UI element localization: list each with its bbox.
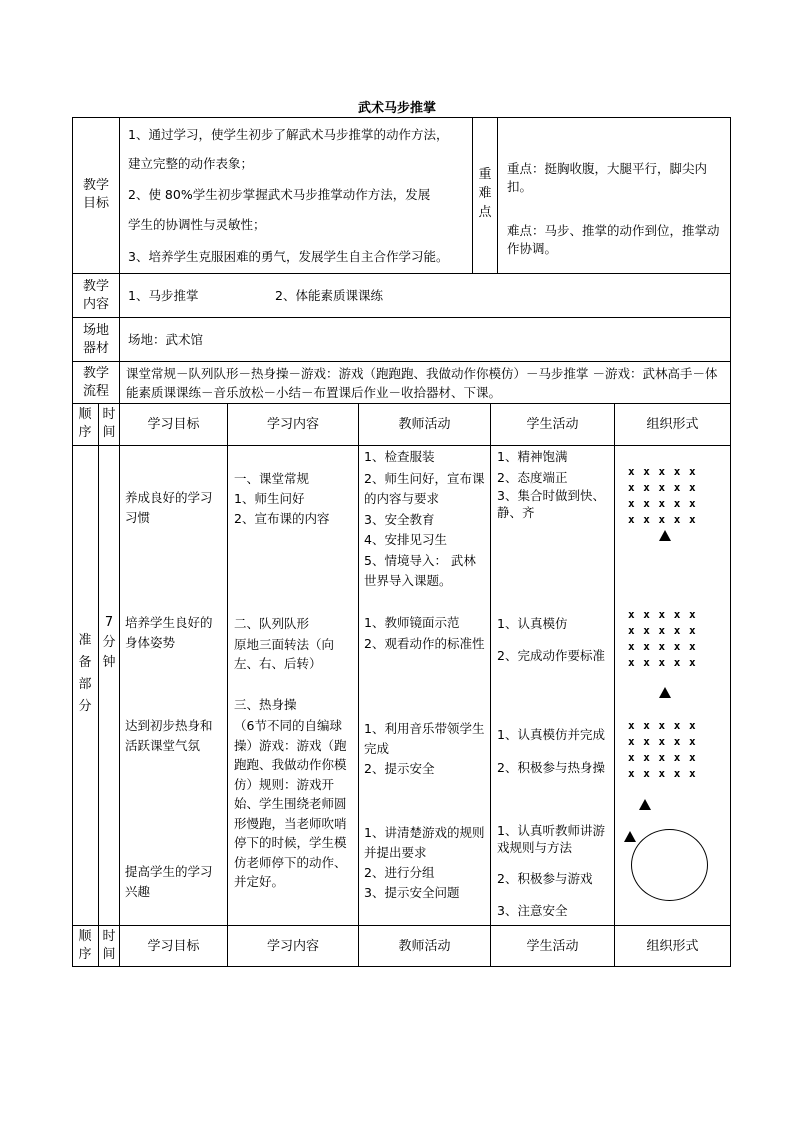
- header-teacher: 教师活动: [398, 939, 451, 954]
- formation-row: x x x x x: [628, 640, 697, 653]
- teacher-triangle-icon: [659, 530, 671, 541]
- formation-row: x x x x x: [628, 624, 697, 637]
- objective-line: 3、培养学生克服困难的勇气，发展学生自主合作学习能。: [128, 249, 449, 264]
- header-org: 组织形式: [646, 417, 699, 432]
- content-1-title: 一、课堂常规: [234, 471, 310, 486]
- formation-row: x x x x x: [628, 481, 697, 494]
- header-student: 学生活动: [526, 939, 579, 954]
- content-3-title: 三、热身操: [234, 697, 297, 712]
- teacher-4-line: 3、提示安全问题: [364, 885, 460, 900]
- header-time: 时间: [102, 929, 116, 962]
- student-1-line: 2、态度端正: [497, 470, 568, 485]
- student-4-line: 3、注意安全: [497, 903, 568, 918]
- header-order: 顺序: [78, 929, 92, 962]
- content-3-line: （6节不同的自编球操）游戏：游戏（跑跑跑、我做动作你模仿）规则：游戏开始、学生围绕老师圆形慢跑，当老师吹哨停下的时候，学生模仿老师停下的动作、并定好。: [234, 718, 347, 889]
- formation-row: x x x x x: [628, 767, 697, 780]
- cell-content-text: [119, 273, 731, 318]
- objectives-label: 教学目标: [82, 178, 109, 211]
- teacher-1-line: 3、安全教育: [364, 512, 435, 527]
- objective-line: 建立完整的动作表象；: [128, 156, 254, 171]
- goal-1: 养成良好的学习习惯: [125, 490, 213, 525]
- formation-row: x x x x x: [628, 751, 697, 764]
- teacher-3-line: 2、提示安全: [364, 761, 435, 776]
- circle-formation-icon: [631, 829, 708, 901]
- teacher-2-line: 1、教师镜面示范: [364, 615, 460, 630]
- content-1-line: 1、师生问好: [234, 491, 305, 506]
- student-2-line: 1、认真模仿: [497, 616, 568, 631]
- content-2-line: 原地三面转法（向左、右、后转）: [234, 637, 335, 671]
- header-content: 学习内容: [266, 417, 319, 432]
- header-org: 组织形式: [646, 939, 699, 954]
- objective-line: 2、使 80%学生初步掌握武术马步推掌动作方法，发展: [128, 187, 431, 202]
- content-1-line: 2、宣布课的内容: [234, 511, 330, 526]
- header-goal: 学习目标: [147, 939, 200, 954]
- teacher-4-line: 1、讲清楚游戏的规则并提出要求: [364, 825, 485, 860]
- content-2-title: 二、队列队形: [234, 616, 310, 631]
- teacher-4-line: 2、进行分组: [364, 865, 435, 880]
- student-2-line: 2、完成动作要标准: [497, 648, 605, 663]
- teacher-1-line: 4、安排见习生: [364, 532, 447, 547]
- formation-row: x x x x x: [628, 735, 697, 748]
- prep-time: 7分钟: [102, 615, 116, 670]
- student-4-line: 1、认真听教师讲游戏规则与方法: [497, 823, 605, 855]
- content-item-2: 2、体能素质课课练: [275, 288, 383, 303]
- goal-4: 提高学生的学习兴趣: [125, 864, 213, 899]
- teacher-1-line: 5、情境导入： 武林世界导入课题。: [364, 553, 476, 588]
- formation-row: x x x x x: [628, 465, 697, 478]
- header-goal: 学习目标: [147, 417, 200, 432]
- objective-line: 学生的协调性与灵敏性；: [128, 217, 266, 232]
- flow-text: 课堂常规－队列队形－热身操－游戏：游戏（跑跑跑、我做动作你模仿）－马步推掌 －游戏：武林高手－体能素质课课练－音乐放松－小结－布置课后作业－收拾器材、下课。: [126, 366, 718, 400]
- header-teacher: 教师活动: [398, 417, 451, 432]
- goal-2: 培养学生良好的身体姿势: [125, 615, 213, 650]
- key-point: 重点：挺胸收腹，大腿平行，脚尖内扣。: [507, 161, 708, 194]
- objective-line: 1、通过学习，使学生初步了解武术马步推掌的动作方法，: [128, 127, 449, 142]
- content-item-1: 1、马步推掌: [128, 288, 199, 303]
- student-1-line: 1、精神饱满: [497, 449, 568, 464]
- flow-label: 教学流程: [82, 366, 109, 399]
- teacher-triangle-icon: [659, 687, 671, 698]
- student-1-line: 3、集合时做到快、静、齐: [497, 488, 605, 520]
- formation-row: x x x x x: [628, 513, 697, 526]
- header-order: 顺序: [78, 407, 92, 440]
- content-label: 教学内容: [82, 279, 109, 312]
- page-title: 武术马步推掌: [357, 101, 436, 116]
- formation-row: x x x x x: [628, 608, 697, 621]
- teacher-1-line: 1、检查服装: [364, 449, 435, 464]
- student-4-line: 2、积极参与游戏: [497, 871, 593, 886]
- cell-venue-text: [119, 317, 731, 362]
- goal-3: 达到初步热身和活跃课堂气氛: [125, 718, 213, 753]
- teacher-3-line: 1、利用音乐带领学生完成: [364, 721, 485, 756]
- header-time: 时间: [102, 407, 116, 440]
- venue-label: 场地器材: [82, 323, 109, 356]
- teacher-2-line: 2、观看动作的标准性: [364, 636, 485, 651]
- prep-label: 准备部分: [78, 633, 92, 714]
- key-points-label: 重难点: [478, 167, 492, 220]
- student-3-line: 2、积极参与热身操: [497, 760, 605, 775]
- teacher-1-line: 2、师生问好，宣布课的内容与要求: [364, 471, 485, 506]
- formation-row: x x x x x: [628, 497, 697, 510]
- formation-row: x x x x x: [628, 656, 697, 669]
- formation-row: x x x x x: [628, 719, 697, 732]
- header-student: 学生活动: [526, 417, 579, 432]
- venue-text: 场地：武术馆: [128, 332, 204, 347]
- teacher-triangle-icon: [624, 831, 636, 842]
- student-3-line: 1、认真模仿并完成: [497, 727, 605, 742]
- difficulty-point: 难点：马步、推掌的动作到位，推掌动作协调。: [507, 223, 720, 256]
- teacher-triangle-icon: [639, 799, 651, 810]
- header-content: 学习内容: [266, 939, 319, 954]
